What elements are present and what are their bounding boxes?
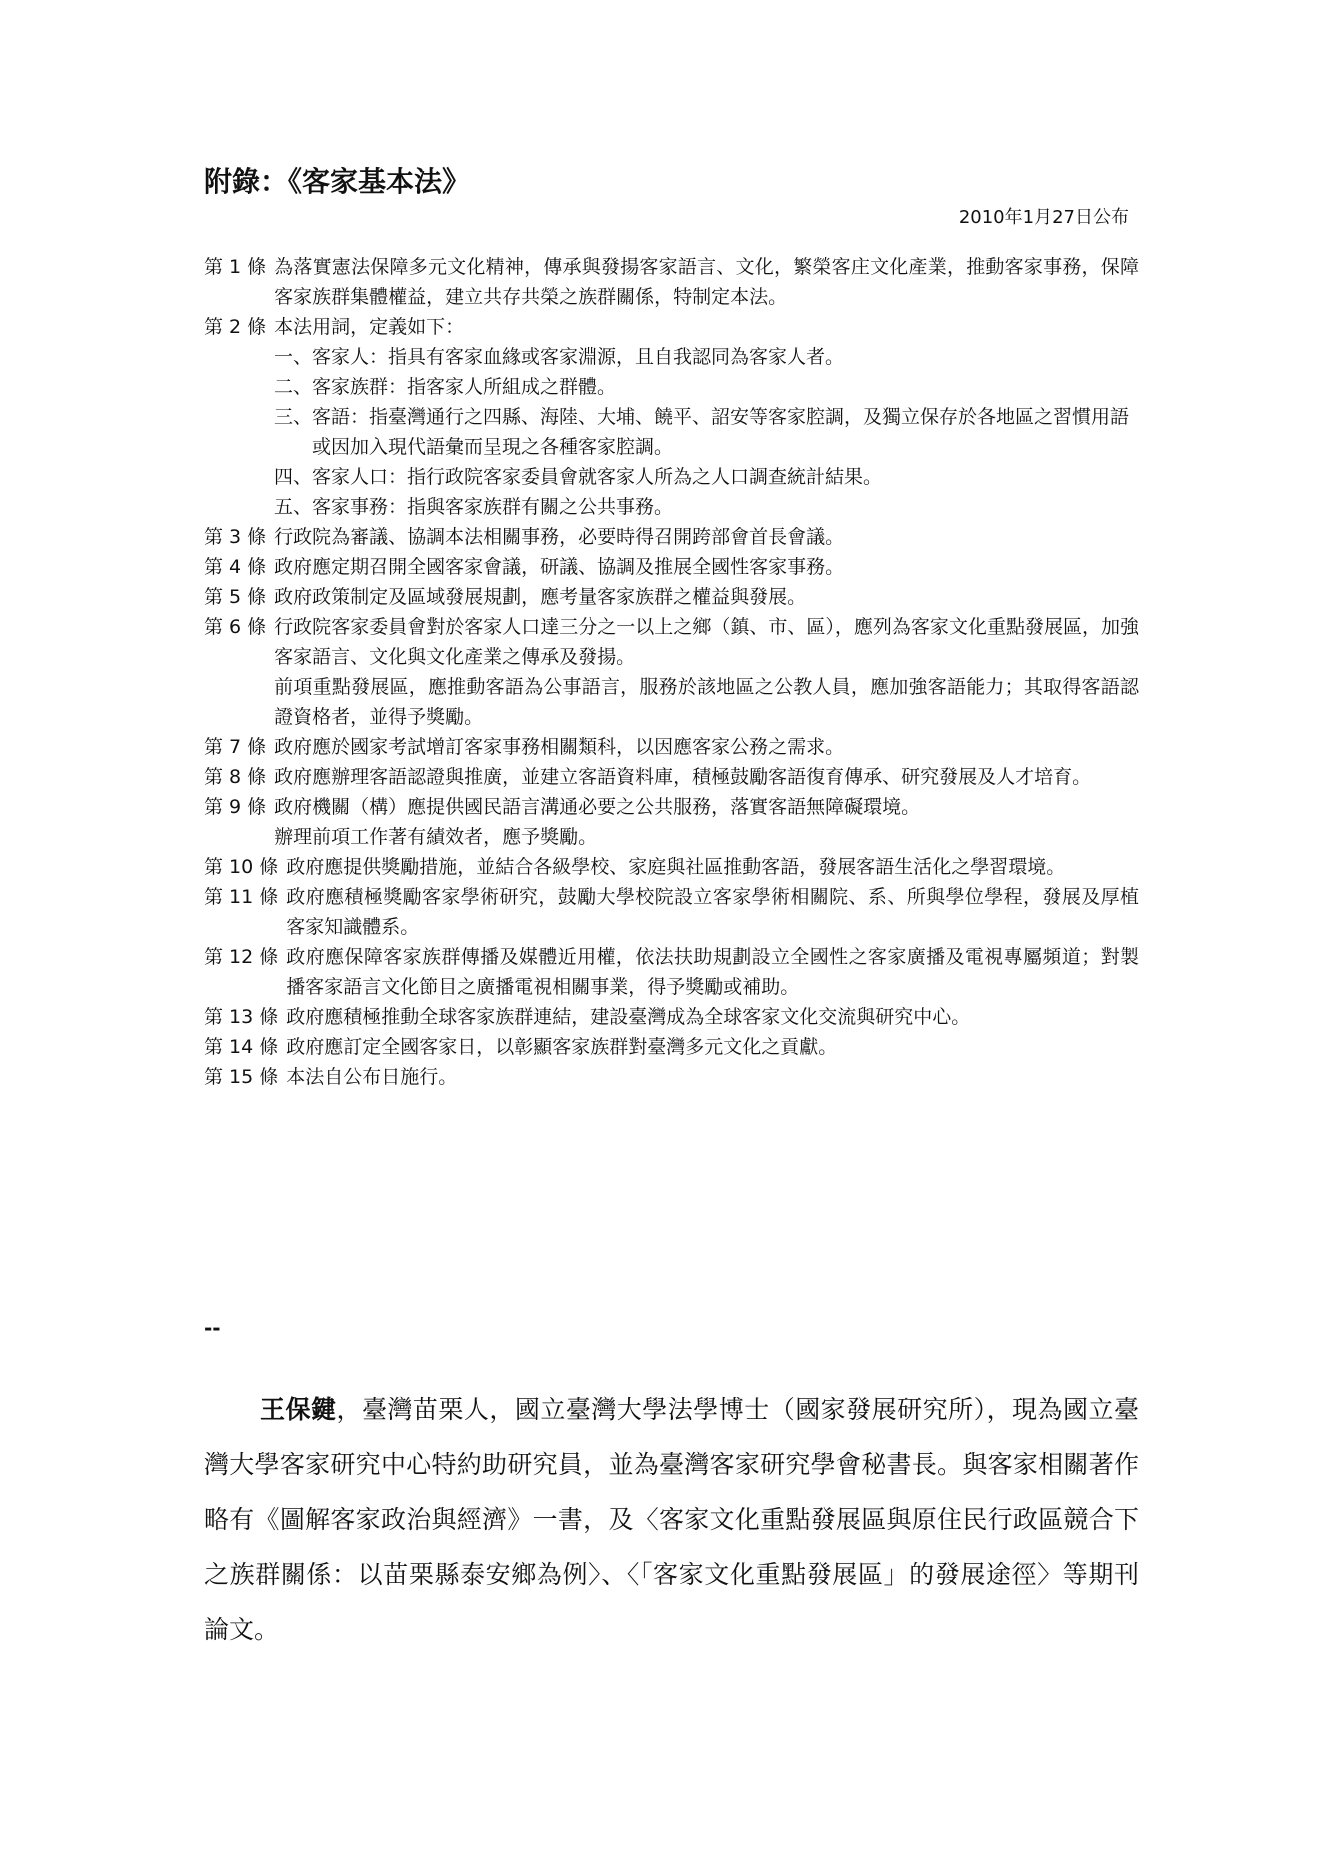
- author-bio-text: ，臺灣苗栗人，國立臺灣大學法學博士（國家發展研究所），現為國立臺灣大學客家研究中心特約助研究員，並為臺灣客家研究學會秘書長。與客家相關著作略有《圖解客家政治與經濟》一書，及〈客家文化重點發展區與原住民行政區競合下之族群關係：以苗栗縣泰安鄉為例〉、〈「客家文化重點發展區」的發展途徑〉等期刊論文。: [204, 1395, 1139, 1644]
- article-paragraph: 政府應保障客家族群傳播及媒體近用權，依法扶助規劃設立全國性之客家廣播及電視專屬頻道；對製播客家語言文化節目之廣播電視相關事業，得予獎勵或補助。: [286, 946, 1139, 998]
- article-number: 第 15 條: [204, 1066, 279, 1088]
- definition-item: [274, 402, 1139, 462]
- article-number: 第 7 條: [204, 736, 267, 758]
- article-paragraph: 政府應積極獎勵客家學術研究，鼓勵大學校院設立客家學術相關院、系、所與學位學程，發展及厚植客家知識體系。: [286, 886, 1139, 938]
- article: [204, 852, 1139, 882]
- article-number: 第 11 條: [204, 886, 279, 908]
- article-body: [274, 612, 1139, 732]
- definition-item-number: 四、: [274, 466, 313, 488]
- definition-item-text: 客家事務：指與客家族群有關之公共事務。: [312, 496, 674, 518]
- article: [204, 522, 1139, 552]
- article-paragraph: 本法用詞，定義如下：: [274, 316, 465, 338]
- definition-item-text: 客家人：指具有客家血緣或客家淵源，且自我認同為客家人者。: [312, 346, 845, 368]
- definition-item: [274, 492, 1139, 522]
- definition-item: [274, 372, 1139, 402]
- article-paragraph: 為落實憲法保障多元文化精神，傳承與發揚客家語言、文化，繁榮客庄文化產業，推動客家事務，保障客家族群集體權益，建立共存共榮之族群關係，特制定本法。: [274, 256, 1139, 308]
- article-number: 第 4 條: [204, 556, 267, 578]
- definition-item-number: 二、: [274, 376, 313, 398]
- article-paragraph: 政府應提供獎勵措施，並結合各級學校、家庭與社區推動客語，發展客語生活化之學習環境。: [286, 856, 1066, 878]
- article-body: [274, 732, 1139, 762]
- article-paragraph: 前項重點發展區，應推動客語為公事語言，服務於該地區之公教人員，應加強客語能力；其取得客語認證資格者，並得予獎勵。: [274, 676, 1139, 728]
- definition-item-text: 客家人口：指行政院客家委員會就客家人所為之人口調查統計結果。: [312, 466, 883, 488]
- article-body: [274, 312, 1139, 342]
- author-bio: [204, 1382, 1139, 1657]
- definition-item: [274, 462, 1139, 492]
- article: [204, 252, 1139, 312]
- article: [204, 762, 1139, 792]
- article-paragraph: 行政院客家委員會對於客家人口達三分之一以上之鄉（鎮、市、區），應列為客家文化重點發展區，加強客家語言、文化與文化產業之傳承及發揚。: [274, 616, 1139, 668]
- article-body: [286, 1032, 1139, 1062]
- article-paragraph: 行政院為審議、協調本法相關事務，必要時得召開跨部會首長會議。: [274, 526, 845, 548]
- definition-item-text: 客家族群：指客家人所組成之群體。: [312, 376, 617, 398]
- article: [204, 582, 1139, 612]
- definition-item-number: 一、: [274, 346, 313, 368]
- article-number: 第 5 條: [204, 586, 267, 608]
- article: [204, 882, 1139, 942]
- article-paragraph: 政府政策制定及區域發展規劃，應考量客家族群之權益與發展。: [274, 586, 807, 608]
- article: [204, 552, 1139, 582]
- article: [204, 1002, 1139, 1032]
- article-number: 第 6 條: [204, 616, 267, 638]
- definition-item-text: 客語：指臺灣通行之四縣、海陸、大埔、饒平、詔安等客家腔調，及獨立保存於各地區之習慣用語或因加入現代語彙而呈現之各種客家腔調。: [312, 406, 1130, 458]
- article-paragraph: 政府機關（構）應提供國民語言溝通必要之公共服務，落實客語無障礙環境。: [274, 796, 921, 818]
- article: [204, 312, 1139, 342]
- article-paragraph: 辦理前項工作著有績效者，應予獎勵。: [274, 826, 598, 848]
- separator: --: [204, 1316, 221, 1340]
- article-body: [286, 852, 1139, 882]
- article: [204, 732, 1139, 762]
- article-paragraph: 政府應於國家考試增訂客家事務相關類科，以因應客家公務之需求。: [274, 736, 845, 758]
- definition-item: [274, 342, 1139, 372]
- article-body: [274, 762, 1139, 792]
- article-body: [274, 582, 1139, 612]
- article: [204, 1032, 1139, 1062]
- article-number: 第 3 條: [204, 526, 267, 548]
- author-name: 王保鍵: [260, 1395, 337, 1424]
- article-number: 第 10 條: [204, 856, 279, 878]
- article-body: [286, 942, 1139, 1002]
- article-paragraph: 政府應辦理客語認證與推廣，並建立客語資料庫，積極鼓勵客語復育傳承、研究發展及人才培育。: [274, 766, 1092, 788]
- article-body: [286, 1002, 1139, 1032]
- article-number: 第 9 條: [204, 796, 267, 818]
- article: [204, 1062, 1139, 1092]
- article-number: 第 14 條: [204, 1036, 279, 1058]
- article-body: [274, 792, 1139, 852]
- article-number: 第 2 條: [204, 316, 267, 338]
- article: [204, 612, 1139, 732]
- article-body: [274, 252, 1139, 312]
- article-number: 第 1 條: [204, 256, 267, 278]
- article-paragraph: 政府應積極推動全球客家族群連結，建設臺灣成為全球客家文化交流與研究中心。: [286, 1006, 971, 1028]
- definition-item-number: 三、: [274, 406, 313, 428]
- article-number: 第 13 條: [204, 1006, 279, 1028]
- article-paragraph: 本法自公布日施行。: [286, 1066, 458, 1088]
- article-paragraph: 政府應訂定全國客家日，以彰顯客家族群對臺灣多元文化之貢獻。: [286, 1036, 838, 1058]
- article-body: [274, 552, 1139, 582]
- articles-list: [204, 252, 1139, 1092]
- article-body: [286, 882, 1139, 942]
- publish-date: 2010年1月27日公布: [958, 207, 1129, 228]
- article-number: 第 12 條: [204, 946, 279, 968]
- article-number: 第 8 條: [204, 766, 267, 788]
- article-body: [286, 1062, 1139, 1092]
- article: [204, 942, 1139, 1002]
- article: [204, 792, 1139, 852]
- article-body: [274, 522, 1139, 552]
- definition-item-number: 五、: [274, 496, 313, 518]
- page-title: 附錄：《客家基本法》: [204, 165, 471, 198]
- article-paragraph: 政府應定期召開全國客家會議，研議、協調及推展全國性客家事務。: [274, 556, 845, 578]
